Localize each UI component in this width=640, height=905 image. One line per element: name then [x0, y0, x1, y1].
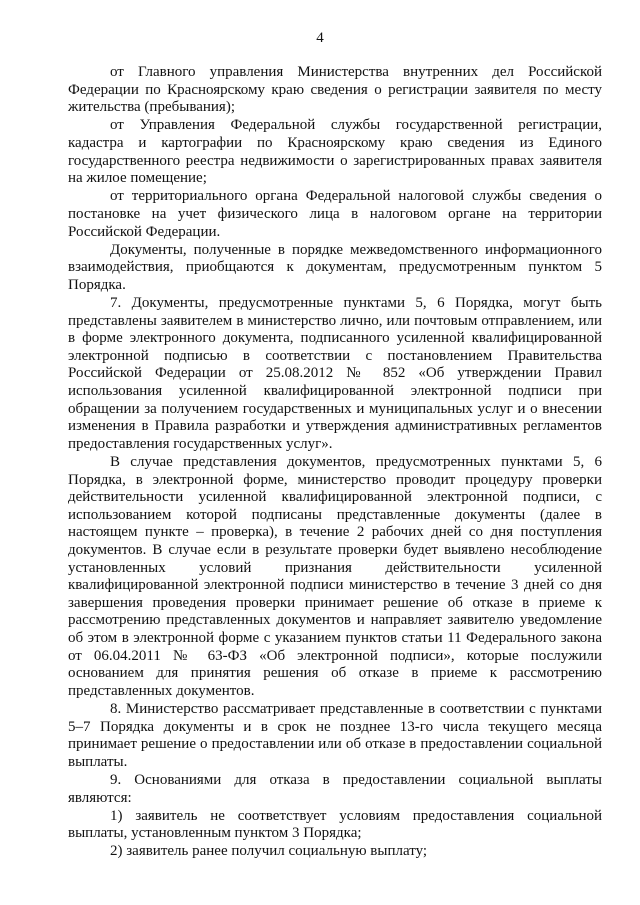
page-number: 4: [316, 30, 324, 46]
paragraph-item-7: 7. Документы, предусмотренные пунктами 5, 6 Порядка, могут быть представлены заявителем в министерство лично, или почтовым отправлением, или в форме электронного документа, подписанного усиленной квалифицированной электронной подписью в соответствии с постановлением Правительства Российской Федерации от 25.08.2012 № 852 «Об утверждении Правил использования усиленной квалифицированной электронной подписи при обращении за получением государственных и муниципальных услуг и о внесении изменения в Правила разработки и утверждения административных регламентов предоставления государственных услуг».: [68, 295, 602, 452]
paragraph-refusal-reason-2: 2) заявитель ранее получил социальную выплату;: [110, 843, 428, 860]
paragraph-interagency-documents: Документы, полученные в порядке межведомственного информационного взаимодействия, приобщаются к документам, предусмотренным пунктом 5 Порядка.: [68, 241, 602, 293]
paragraph-item-8: 8. Министерство рассматривает представленные в соответствии с пунктами 5–7 Порядка документы и в срок не позднее 13-го числа текущего месяца принимает решение о предоставлении или об отказе в предоставлении социальной выплаты.: [68, 700, 602, 770]
paragraph-tax-info: от территориального органа Федеральной налоговой службы сведения о постановке на учет физического лица в налоговом органе на территории Российской Федерации.: [68, 188, 602, 240]
paragraph-refusal-reason-1: 1) заявитель не соответствует условиям предоставления социальной выплаты, установленным пунктом 3 Порядка;: [68, 807, 602, 842]
paragraph-item-9: 9. Основаниями для отказа в предоставлении социальной выплаты являются:: [68, 771, 602, 806]
paragraph-electronic-verification: В случае представления документов, предусмотренных пунктами 5, 6 Порядка, в электронной форме, министерство проводит процедуру проверки действительности усиленной квалифицированной электронной подписи, с использованием которой подписаны представленные документы (далее в настоящем пункте – проверка), в течение 2 рабочих дней со дня поступления документов. В случае если в результате проверки будет выявлено несоблюдение установленных условий признания действительности усиленной квалифицированной электронной подписи министерство в течение 3 дней со дня завершения проведения проверки принимает решение об отказе в приеме к рассмотрению представленных документов и направляет заявителю уведомление об этом в электронной форме с указанием пунктов статьи 11 Федерального закона от 06.04.2011 № 63-ФЗ «Об электронной подписи», которые послужили основанием для принятия решения об отказе в приеме к рассмотрению представленных документов.: [68, 454, 602, 699]
paragraph-mvd-info: от Главного управления Министерства внутренних дел Российской Федерации по Красноярскому краю сведения о регистрации заявителя по месту жительства (пребывания);: [68, 64, 602, 116]
paragraph-rosreestr-info: от Управления Федеральной службы государственной регистрации, кадастра и картографии по Красноярскому краю сведения из Единого государственного реестра недвижимости о зарегистрированных правах заявителя на жилое помещение;: [68, 117, 602, 187]
document-body: [68, 64, 602, 862]
